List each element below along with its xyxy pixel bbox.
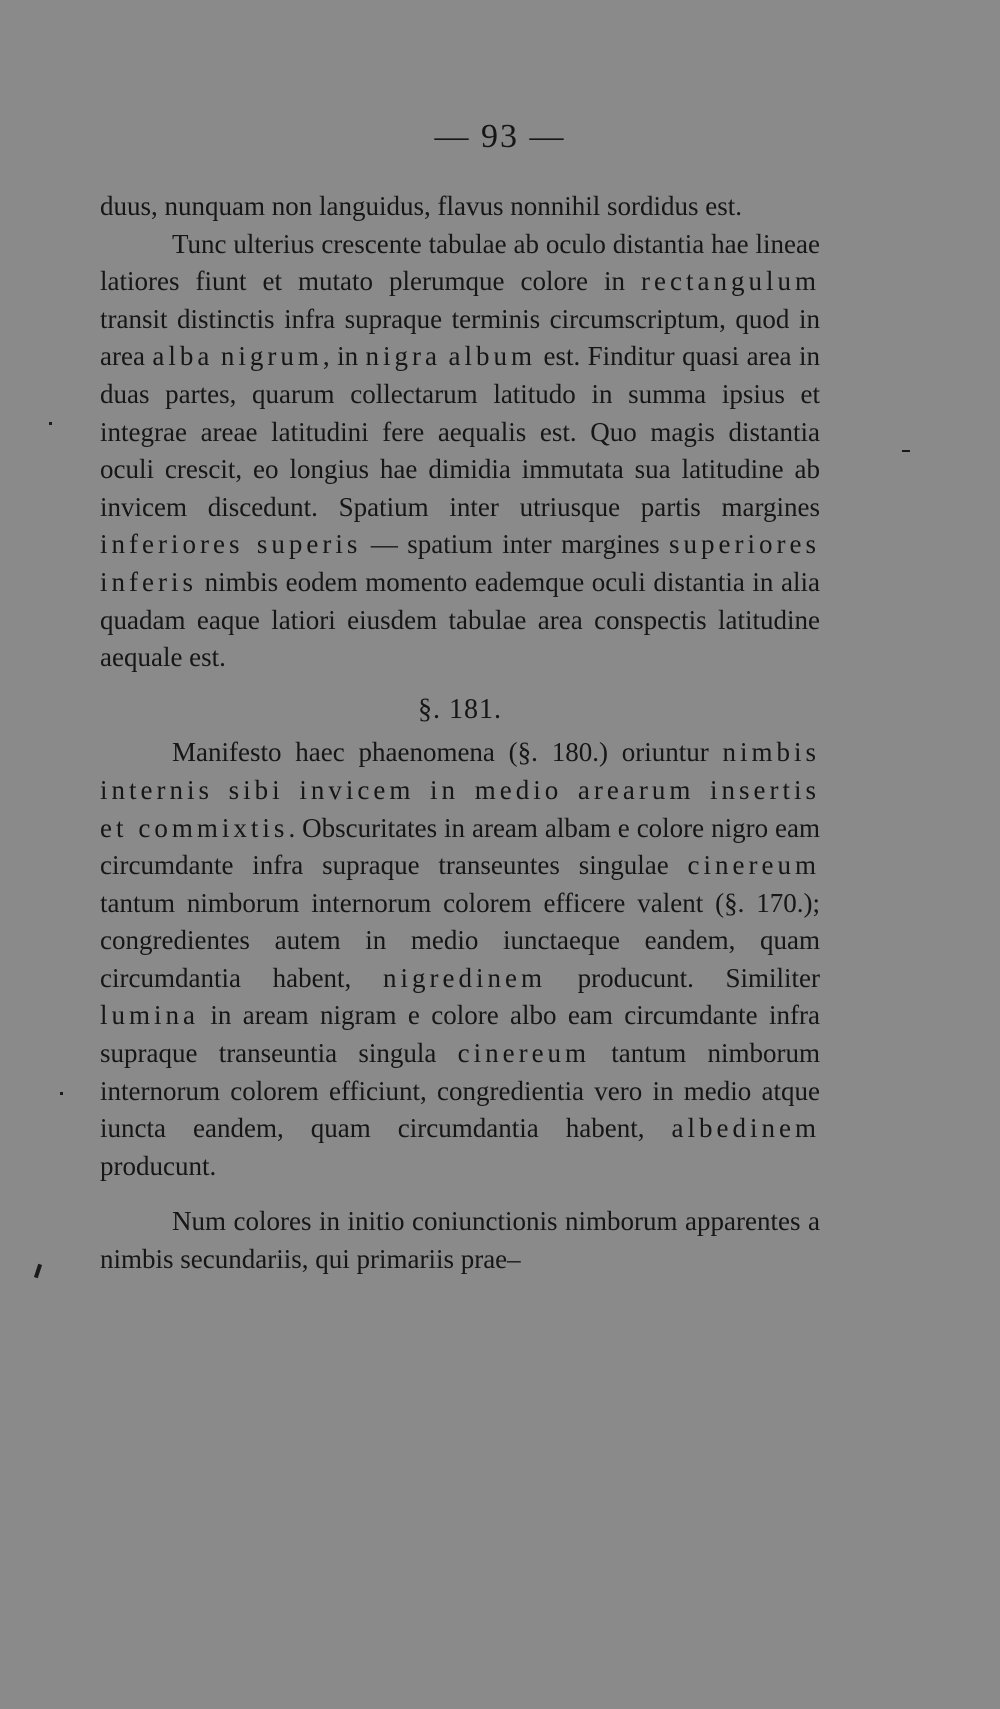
body-text-segment (441, 341, 448, 371)
spaced-emphasis-text: alba (152, 341, 214, 372)
spaced-emphasis-text: nigrum (220, 341, 323, 372)
scan-speck (902, 450, 910, 452)
spaced-emphasis-text: albedinem (671, 1113, 820, 1144)
paragraph-tunc (100, 226, 820, 677)
body-text-segment: producunt. (100, 1150, 217, 1181)
paragraph-continuation (100, 188, 820, 226)
body-text-segment: tantum nimborum internorum colorem efficiunt, congredientia vero in medio atque iuncta eandem, quam circumdantia habent, (100, 1038, 821, 1144)
scan-speck (34, 1264, 42, 1279)
section-heading: §. 181. (418, 693, 502, 725)
spaced-emphasis-text: nigra (365, 341, 442, 372)
paragraph-manifesto (100, 734, 820, 1185)
spaced-emphasis-text: album (448, 341, 536, 372)
body-text-segment: — spatium inter margines (361, 529, 670, 560)
spaced-emphasis-text: inferiores superis (100, 529, 362, 560)
body-text-segment: Tunc ulterius crescente tabulae ab oculo distantia hae lineae latiores fiunt et mutato plerumque colore in (100, 228, 820, 297)
body-text-segment: in aream nigram e colore albo eam circumdante infra supraque transeuntia singula (100, 1000, 820, 1069)
spaced-emphasis-text: lumina (100, 1000, 199, 1031)
spaced-emphasis-text: rectangulum (641, 266, 820, 297)
body-text-segment: est. Finditur quasi area in duas partes, quarum collectarum latitudo in summa ipsius et integrae areae latitudini fere aequalis est. Quo magis distantia oculi crescit, eo longius hae dimidia immutata sua latitudine ab invicem discedunt. Spatium inter utriusque partis margines (100, 341, 820, 522)
body-text-segment: Num colores in initio coniunctionis nimborum apparentes a nimbis secundariis, qui primariis prae– (100, 1206, 820, 1275)
body-text-segment (213, 341, 220, 371)
body-text-segment: . Obscuritates in aream albam e colore nigro eam circumdante infra supraque transeuntes singulae (100, 812, 820, 881)
body-text-segment: , in (322, 341, 366, 372)
body-text-segment: transit distinctis infra supraque terminis circumscriptum, quod in area (100, 303, 820, 372)
spaced-emphasis-text: nigredinem (382, 962, 546, 993)
scan-speck (49, 422, 52, 425)
spaced-emphasis-text: nimbis internis sibi invicem in medio arearum insertis et commixtis (100, 737, 820, 843)
paragraph-gap (100, 1185, 820, 1203)
page-number: — 93 — (434, 118, 566, 155)
body-text-segment: nimbis eodem momento eademque oculi distantia in alia quadam eaque latiori eiusdem tabulae area conspectis latitudine aequale est. (100, 566, 820, 673)
page-body (100, 188, 820, 1279)
body-text-segment: tantum nimborum internorum colorem efficere valent (§. 170.); congredientes autem in medio iunctaeque eandem, quam circumdantia habent, (100, 887, 820, 993)
spaced-emphasis-text: cinereum (457, 1038, 591, 1069)
spaced-emphasis-text: superiores inferis (100, 529, 820, 597)
scan-speck (60, 1092, 63, 1095)
body-text-segment: duus, nunquam non languidus, flavus nonnihil sordidus est. (100, 191, 742, 221)
spaced-emphasis-text: cinereum (687, 850, 820, 881)
body-text-segment: producunt. Similiter (545, 962, 820, 993)
paragraph-num-colores (100, 1203, 820, 1278)
body-text-segment: Manifesto haec phaenomena (§. 180.) oriuntur (172, 737, 723, 768)
